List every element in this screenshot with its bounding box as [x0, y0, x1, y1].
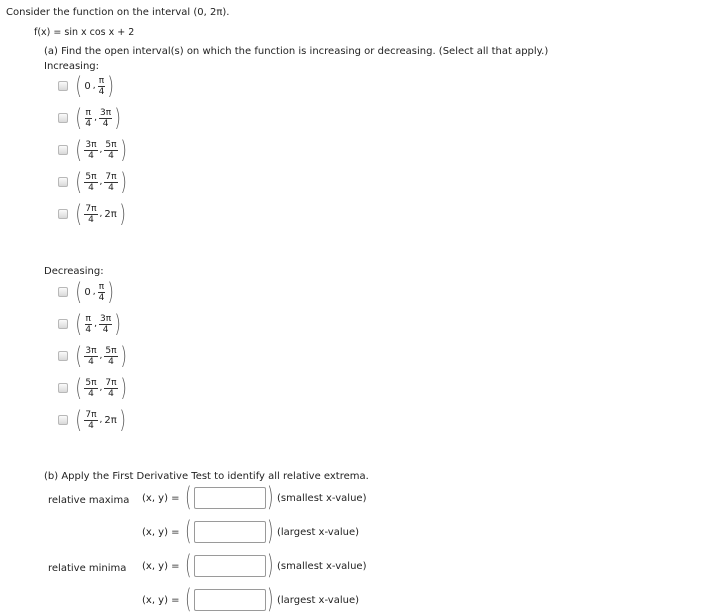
fraction-numerator: 7π: [105, 377, 117, 388]
smallest-hint-max: (smallest x-value): [277, 493, 367, 504]
open-paren: (: [185, 584, 192, 615]
fraction-numerator: 5π: [85, 171, 97, 182]
part-a-prompt: (a) Find the open interval(s) on which the function is increasing or decreasing. (Select all that apply.): [44, 46, 549, 57]
max-smallest-input[interactable]: [194, 487, 266, 509]
fraction-denominator: 4: [102, 118, 109, 129]
fraction-denominator: 4: [88, 356, 94, 367]
open-paren: (: [75, 278, 82, 306]
decreasing-option-2[interactable]: [58, 309, 123, 339]
interval-expression: [74, 202, 127, 226]
decreasing-option-5[interactable]: [58, 405, 127, 435]
close-paren: ): [119, 374, 127, 402]
fraction-numerator: 3π: [99, 107, 112, 118]
point-label-min-2: (x, y) =: [142, 595, 180, 606]
largest-hint-max: (largest x-value): [277, 527, 360, 538]
interval-expression: [74, 344, 128, 368]
comma: ,: [99, 351, 103, 361]
close-paren: ): [119, 406, 126, 434]
point-label-max-1: (x, y) =: [142, 493, 180, 504]
interval-endpoint: 0: [84, 80, 91, 92]
open-paren: (: [185, 550, 192, 581]
increasing-option-2[interactable]: [58, 103, 123, 133]
fraction-denominator: 4: [98, 86, 105, 97]
decreasing-checkbox-3[interactable]: [58, 351, 68, 361]
comma: ,: [99, 177, 103, 187]
fraction-denominator: 4: [108, 356, 114, 367]
largest-hint-min: (largest x-value): [277, 595, 360, 606]
fraction-numerator: 3π: [85, 345, 97, 356]
interval-expression: [74, 74, 116, 98]
comma: ,: [92, 287, 96, 297]
close-paren: ): [267, 584, 274, 615]
fraction-numerator: π: [98, 281, 105, 292]
fraction: [104, 346, 117, 367]
interval-expression: [74, 138, 128, 162]
fraction-denominator: 4: [108, 388, 114, 399]
open-paren: (: [75, 168, 82, 196]
fraction-denominator: 4: [108, 150, 114, 161]
fraction: [84, 378, 97, 399]
fraction-numerator: π: [98, 75, 105, 86]
close-paren: ): [114, 104, 122, 132]
increasing-checkbox-2[interactable]: [58, 113, 68, 123]
min-smallest-input[interactable]: [194, 555, 266, 577]
fraction-numerator: 3π: [99, 313, 112, 324]
min-largest-input[interactable]: [194, 589, 266, 611]
interval-endpoint: 2π: [104, 208, 117, 220]
fraction: [84, 172, 97, 193]
interval-expression: [74, 312, 123, 336]
fraction: [84, 410, 97, 431]
function-definition: f(x) = sin x cos x + 2: [34, 27, 135, 38]
close-paren: ): [119, 342, 127, 370]
increasing-checkbox-1[interactable]: [58, 81, 68, 91]
close-paren: ): [107, 72, 115, 100]
comma: ,: [94, 113, 97, 123]
close-paren: ): [107, 278, 115, 306]
open-paren: (: [75, 136, 82, 164]
relative-minima-label: relative minima: [48, 563, 127, 574]
decreasing-checkbox-4[interactable]: [58, 383, 68, 393]
fraction-denominator: 4: [85, 324, 92, 335]
fraction: [84, 108, 92, 129]
increasing-checkbox-3[interactable]: [58, 145, 68, 155]
fraction-denominator: 4: [98, 292, 105, 303]
comma: ,: [92, 81, 96, 91]
open-paren: (: [75, 310, 82, 338]
fraction-numerator: 7π: [85, 203, 97, 214]
point-label-min-1: (x, y) =: [142, 561, 180, 572]
fraction-numerator: 5π: [85, 377, 97, 388]
increasing-checkbox-5[interactable]: [58, 209, 68, 219]
interval-expression: [74, 376, 128, 400]
fraction-denominator: 4: [88, 150, 94, 161]
increasing-option-5[interactable]: [58, 199, 127, 229]
decreasing-label: Decreasing:: [44, 266, 104, 277]
fraction: [104, 378, 117, 399]
close-paren: ): [267, 550, 274, 581]
fraction-numerator: π: [85, 313, 91, 324]
open-paren: (: [75, 72, 82, 100]
decreasing-option-3[interactable]: [58, 341, 128, 371]
fraction: [84, 346, 97, 367]
close-paren: ): [119, 168, 127, 196]
max-largest-input[interactable]: [194, 521, 266, 543]
close-paren: ): [119, 200, 126, 228]
interval-expression: [74, 170, 128, 194]
interval-expression: [74, 408, 127, 432]
fraction-denominator: 4: [102, 324, 109, 335]
fraction: [84, 314, 92, 335]
point-label-max-2: (x, y) =: [142, 527, 180, 538]
comma: ,: [99, 145, 103, 155]
interval-expression: [74, 280, 116, 304]
part-b-prompt: (b) Apply the First Derivative Test to identify all relative extrema.: [44, 471, 369, 482]
increasing-checkbox-4[interactable]: [58, 177, 68, 187]
open-paren: (: [185, 482, 192, 513]
close-paren: ): [267, 482, 274, 513]
decreasing-checkbox-1[interactable]: [58, 287, 68, 297]
fraction-denominator: 4: [88, 420, 94, 431]
comma: ,: [99, 415, 103, 425]
fraction: [98, 282, 106, 303]
fraction-numerator: 3π: [85, 139, 97, 150]
fraction-numerator: 5π: [105, 139, 117, 150]
fraction-numerator: 7π: [105, 171, 117, 182]
fraction: [99, 314, 112, 335]
decreasing-option-4[interactable]: [58, 373, 128, 403]
open-paren: (: [75, 374, 82, 402]
open-paren: (: [185, 516, 192, 547]
intro-text: Consider the function on the interval (0, 2π).: [6, 7, 230, 18]
fraction-denominator: 4: [85, 118, 92, 129]
fraction-numerator: π: [85, 107, 91, 118]
interval-endpoint: 2π: [104, 414, 117, 426]
interval-endpoint: 0: [84, 286, 91, 298]
close-paren: ): [119, 136, 127, 164]
fraction-denominator: 4: [88, 214, 94, 225]
comma: ,: [99, 383, 103, 393]
fraction: [99, 108, 112, 129]
close-paren: ): [267, 516, 274, 547]
fraction-numerator: 7π: [85, 409, 97, 420]
fraction-denominator: 4: [88, 388, 94, 399]
open-paren: (: [75, 104, 82, 132]
smallest-hint-min: (smallest x-value): [277, 561, 367, 572]
fraction-denominator: 4: [88, 182, 94, 193]
fraction: [84, 204, 97, 225]
fraction: [84, 140, 97, 161]
increasing-label: Increasing:: [44, 61, 99, 72]
fraction: [104, 140, 117, 161]
fraction: [104, 172, 117, 193]
decreasing-checkbox-5[interactable]: [58, 415, 68, 425]
increasing-option-4[interactable]: [58, 167, 128, 197]
open-paren: (: [75, 200, 82, 228]
increasing-option-1[interactable]: [58, 71, 116, 101]
interval-expression: [74, 106, 123, 130]
decreasing-checkbox-2[interactable]: [58, 319, 68, 329]
close-paren: ): [114, 310, 122, 338]
relative-maxima-label: relative maxima: [48, 495, 130, 506]
fraction-denominator: 4: [108, 182, 114, 193]
comma: ,: [99, 209, 103, 219]
decreasing-option-1[interactable]: [58, 277, 116, 307]
open-paren: (: [75, 342, 82, 370]
increasing-option-3[interactable]: [58, 135, 128, 165]
open-paren: (: [75, 406, 82, 434]
comma: ,: [94, 319, 97, 329]
fraction: [98, 76, 106, 97]
fraction-numerator: 5π: [105, 345, 117, 356]
